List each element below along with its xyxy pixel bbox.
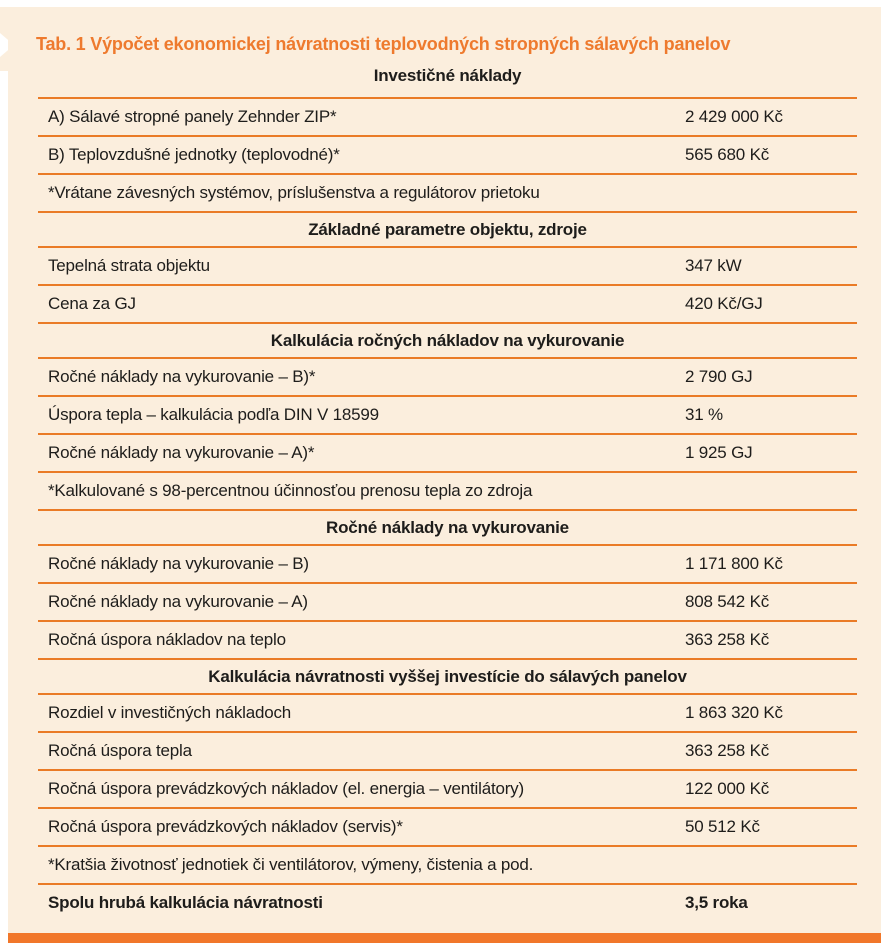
row-label: Tepelná strata objektu (48, 256, 210, 275)
row-label: Ročná úspora nákladov na teplo (48, 630, 286, 649)
row-value: 122 000 Kč (685, 779, 770, 798)
row-label: Ročné náklady na vykurovanie – B)* (48, 367, 316, 386)
footnote-row: *Vrátane závesných systémov, príslušenstva a regulátorov prietoku (38, 175, 857, 213)
row-value: 3,5 roka (685, 893, 748, 912)
row-label: Cena za GJ (48, 294, 136, 313)
table-panel (8, 7, 881, 943)
table-row (38, 622, 857, 660)
row-value: 347 kW (685, 256, 742, 275)
row-label: A) Sálavé stropné panely Zehnder ZIP* (48, 107, 337, 126)
row-label: Rozdiel v investičných nákladoch (48, 703, 292, 722)
row-value: 2 429 000 Kč (685, 107, 783, 126)
row-value: 420 Kč/GJ (685, 294, 763, 313)
row-label: Ročná úspora tepla (48, 741, 192, 760)
table-row (38, 695, 857, 733)
row-label: Ročné náklady na vykurovanie – A)* (48, 443, 315, 462)
row-value: 808 542 Kč (685, 592, 770, 611)
section-header: Základné parametre objektu, zdroje (38, 213, 857, 248)
section-header: Kalkulácia ročných nákladov na vykurovanie (38, 324, 857, 359)
table-row (38, 771, 857, 809)
total-row (38, 885, 857, 921)
row-value: 31 % (685, 405, 723, 424)
footnote-row: *Kratšia životnosť jednotiek či ventilátorov, výmeny, čistenia a pod. (38, 847, 857, 885)
row-label: Ročná úspora prevádzkových nákladov (el. energia – ventilátory) (48, 779, 524, 798)
row-value: 565 680 Kč (685, 145, 770, 164)
row-label: Ročné náklady na vykurovanie – A) (48, 592, 308, 611)
table-row (38, 809, 857, 847)
row-value: 1 171 800 Kč (685, 554, 783, 573)
table-row (38, 435, 857, 473)
table-row (38, 248, 857, 286)
table-row (38, 359, 857, 397)
bottom-accent-bar (8, 933, 881, 943)
row-value: 2 790 GJ (685, 367, 753, 386)
row-value: 50 512 Kč (685, 817, 760, 836)
table-row (38, 137, 857, 175)
row-label: Ročné náklady na vykurovanie – B) (48, 554, 309, 573)
table-row (38, 546, 857, 584)
row-value: 1 925 GJ (685, 443, 753, 462)
table-row (38, 397, 857, 435)
row-value: 363 258 Kč (685, 741, 770, 760)
table-row (38, 286, 857, 324)
footnote-row: *Kalkulované s 98-percentnou účinnosťou prenosu tepla zo zdroja (38, 473, 857, 511)
section-header: Ročné náklady na vykurovanie (38, 511, 857, 546)
row-value: 363 258 Kč (685, 630, 770, 649)
table-row (38, 584, 857, 622)
table-row (38, 733, 857, 771)
row-value: 1 863 320 Kč (685, 703, 783, 722)
section-header: Kalkulácia návratnosti vyššej investície do sálavých panelov (38, 660, 857, 695)
row-label: Ročná úspora prevádzkových nákladov (servis)* (48, 817, 403, 836)
table-content (38, 55, 857, 921)
row-label: Úspora tepla – kalkulácia podľa DIN V 18599 (48, 405, 379, 424)
table-row (38, 99, 857, 137)
section-header: Investičné náklady (38, 55, 857, 99)
row-label: Spolu hrubá kalkulácia návratnosti (48, 893, 323, 912)
row-label: B) Teplovzdušné jednotky (teplovodné)* (48, 145, 340, 164)
table-caption: Tab. 1 Výpočet ekonomickej návratnosti teplovodných stropných sálavých panelov (36, 34, 731, 54)
